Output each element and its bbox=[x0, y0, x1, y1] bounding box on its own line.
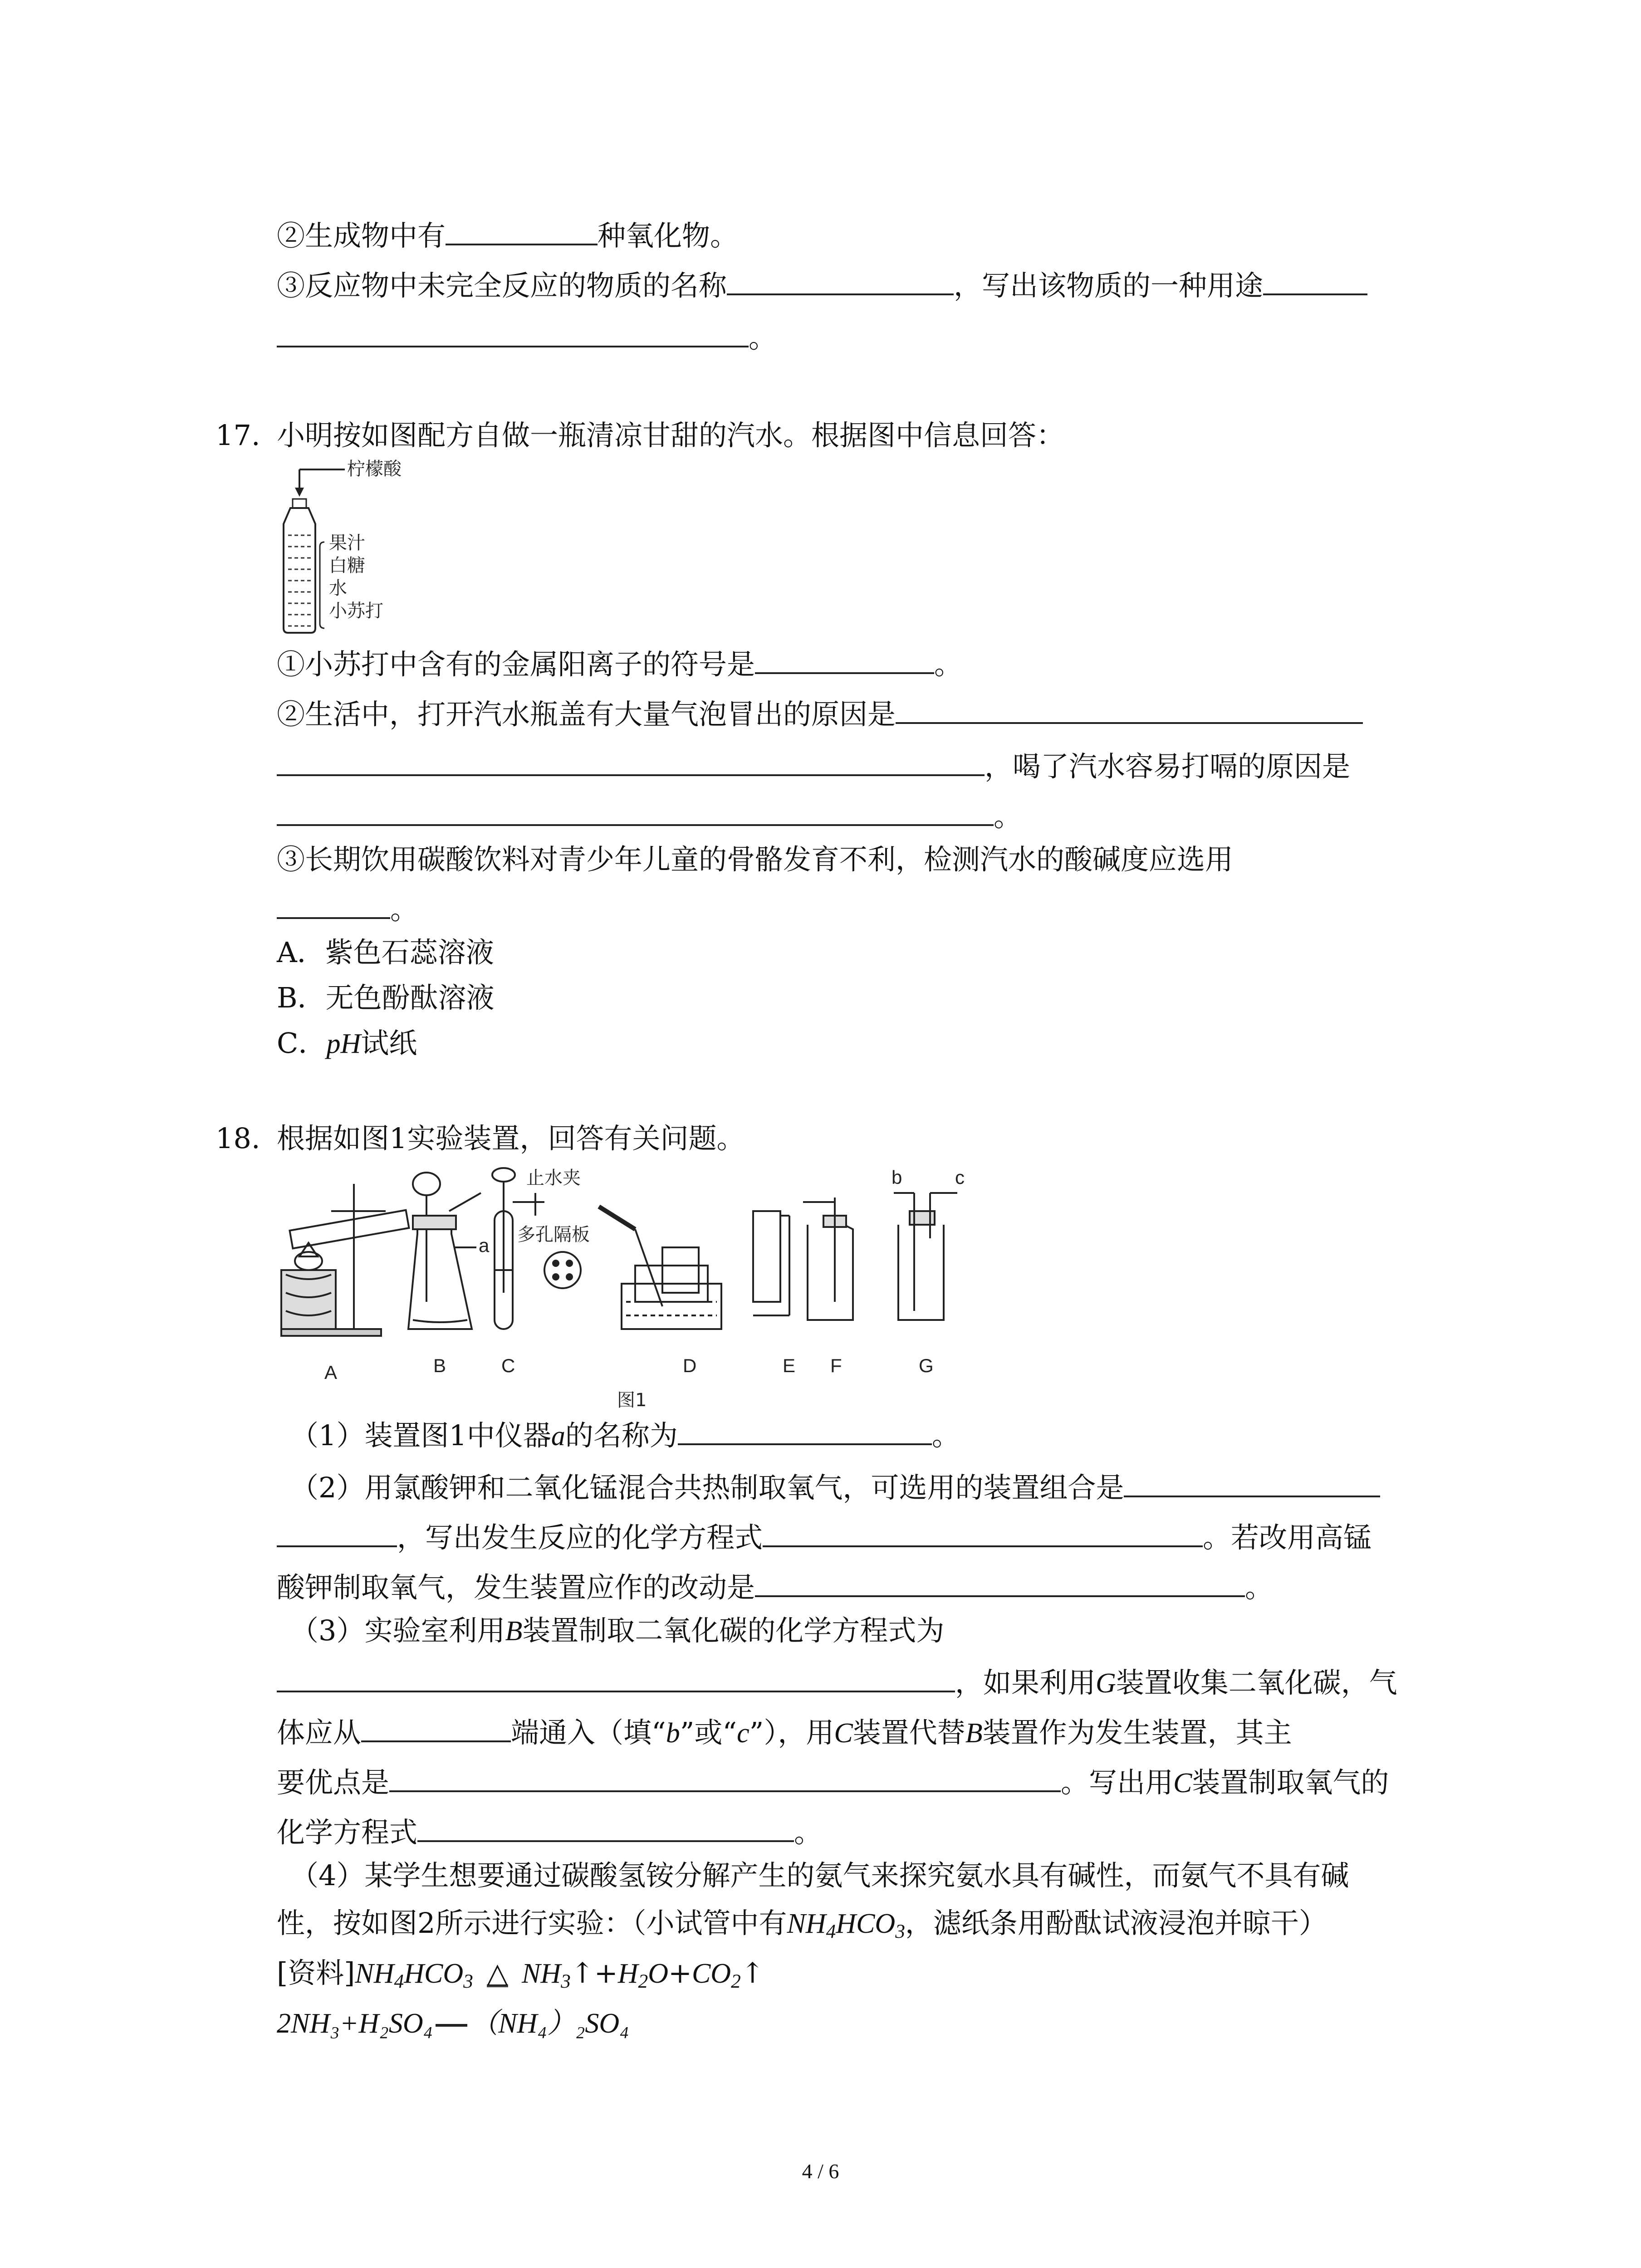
caption-f: F bbox=[830, 1355, 842, 1376]
answer-blank[interactable] bbox=[277, 1662, 955, 1692]
caption-e: E bbox=[783, 1355, 796, 1376]
caption-d: D bbox=[683, 1355, 697, 1376]
q18-reference-eq1: [资料]$NH_4HCO_3$ △ $NH_3↑+H_2O+CO_2↑$ bbox=[277, 1956, 764, 1992]
page-number: 4 / 6 bbox=[802, 2160, 839, 2183]
q18-part4-l1: （4）某学生想要通过碳酸氢铵分解产生的氨气来探究氨水具有碱性，而氨气不具有碱 bbox=[290, 1859, 1349, 1892]
lab-apparatus-figure bbox=[272, 1166, 989, 1420]
caption-a: A bbox=[324, 1362, 338, 1383]
label-juice: 果汁 bbox=[329, 533, 365, 553]
apparatus-a bbox=[281, 1184, 409, 1336]
q16-item3: ③反应物中未完全反应的物质的名称 ，写出该物质的一种用途 bbox=[277, 265, 1367, 304]
q18-part2-l2: ，写出发生反应的化学方程式 。若改用高锰 bbox=[277, 1517, 1372, 1556]
caption-c: C bbox=[501, 1355, 515, 1376]
answer-blank[interactable] bbox=[763, 1517, 1203, 1547]
answer-blank[interactable] bbox=[277, 796, 994, 826]
q18-part3-l3: 体应从 端通入（填“b”或“c”），用C装置代替B装置作为发生装置，其主 bbox=[277, 1712, 1292, 1751]
label-sugar: 白糖 bbox=[329, 555, 365, 576]
answer-blank[interactable] bbox=[678, 1415, 932, 1445]
q18-part3: （3）实验室利用B装置制取二氧化碳的化学方程式为 bbox=[290, 1614, 945, 1647]
q16-item3-cont: 。 bbox=[277, 318, 777, 356]
q17-stem: 小明按如图配方自做一瓶清凉甘甜的汽水。根据图中信息回答： bbox=[277, 419, 1065, 452]
answer-blank[interactable] bbox=[277, 746, 985, 776]
answer-blank[interactable] bbox=[277, 1517, 397, 1547]
figure-caption: 图1 bbox=[617, 1390, 647, 1411]
apparatus-f bbox=[803, 1198, 853, 1320]
question-number: 17. bbox=[216, 419, 260, 452]
label-a: a bbox=[479, 1235, 490, 1256]
label-b: b bbox=[892, 1167, 902, 1188]
q18-part2: （2）用氯酸钾和二氧化锰混合共热制取氧气，可选用的装置组合是 bbox=[290, 1467, 1380, 1506]
label-water: 水 bbox=[329, 578, 347, 599]
label-porous-plate: 多孔隔板 bbox=[517, 1224, 590, 1245]
caption-g: G bbox=[919, 1355, 934, 1376]
answer-blank[interactable] bbox=[417, 1812, 794, 1842]
q17-item2-cont: ，喝了汽水容易打嗝的原因是 bbox=[277, 746, 1350, 785]
q18-part3-l4: 要优点是 。写出用C装置制取氧气的 bbox=[277, 1762, 1389, 1801]
q18-part4-l2: 性，按如图2所示进行实验：（小试管中有$NH_4HCO_3$，滤纸条用酚酞试液浸泡并晾干） bbox=[277, 1906, 1327, 1942]
q17-item2-cont2: 。 bbox=[277, 796, 1022, 835]
q18-part1: （1）装置图1中仪器a的名称为 。 bbox=[290, 1415, 960, 1454]
label-baking-soda: 小苏打 bbox=[329, 601, 383, 621]
answer-blank[interactable] bbox=[389, 1762, 1061, 1792]
label-citric-acid: 柠檬酸 bbox=[347, 459, 402, 479]
q17-item3: ③长期饮用碳酸饮料对青少年儿童的骨骼发育不利，检测汽水的酸碱度应选用 bbox=[277, 843, 1234, 876]
q18-part2-l3: 酸钾制取氧气，发生装置应作的改动是 。 bbox=[277, 1567, 1273, 1606]
soda-bottle-figure bbox=[272, 456, 490, 637]
answer-blank[interactable] bbox=[755, 1567, 1245, 1597]
label-water-stop-clip: 止水夹 bbox=[526, 1168, 581, 1188]
q18-reference-eq2: 2NH₃+H₂SO₄ （NH₄）₂SO₄ bbox=[277, 2008, 629, 2039]
label-c: c bbox=[955, 1167, 965, 1188]
q18-part3-l2: ，如果利用G装置收集二氧化碳，气 bbox=[277, 1662, 1397, 1701]
apparatus-g bbox=[892, 1167, 965, 1320]
question-number: 18. bbox=[216, 1122, 260, 1155]
apparatus-c bbox=[492, 1168, 590, 1329]
answer-blank[interactable] bbox=[1124, 1467, 1380, 1497]
q17-item1: ①小苏打中含有的金属阳离子的符号是 。 bbox=[277, 644, 962, 683]
q17-item3-cont: 。 bbox=[277, 889, 418, 928]
answer-blank[interactable] bbox=[727, 265, 954, 295]
answer-blank[interactable] bbox=[277, 318, 749, 347]
q17-option-b[interactable]: B．无色酚酞溶液 bbox=[277, 981, 495, 1014]
q17-item2: ②生活中，打开汽水瓶盖有大量气泡冒出的原因是 bbox=[277, 694, 1363, 733]
q17-option-c[interactable]: C．pH试纸 bbox=[277, 1026, 417, 1060]
answer-blank[interactable] bbox=[277, 889, 390, 919]
answer-blank[interactable] bbox=[446, 215, 598, 245]
q18-part3-l5: 化学方程式 。 bbox=[277, 1812, 822, 1851]
apparatus-e bbox=[753, 1211, 789, 1315]
q16-item2: ②生成物中有 种氧化物。 bbox=[277, 215, 738, 254]
answer-blank[interactable] bbox=[755, 644, 934, 674]
answer-blank[interactable] bbox=[896, 694, 1363, 724]
apparatus-d bbox=[599, 1207, 721, 1329]
apparatus-b bbox=[408, 1173, 490, 1329]
q17-option-a[interactable]: A．紫色石蕊溶液 bbox=[277, 936, 494, 969]
q18-stem: 根据如图1实验装置，回答有关问题。 bbox=[277, 1122, 745, 1155]
caption-b: B bbox=[433, 1355, 446, 1376]
answer-blank[interactable] bbox=[1263, 265, 1367, 295]
answer-blank[interactable] bbox=[361, 1712, 511, 1742]
